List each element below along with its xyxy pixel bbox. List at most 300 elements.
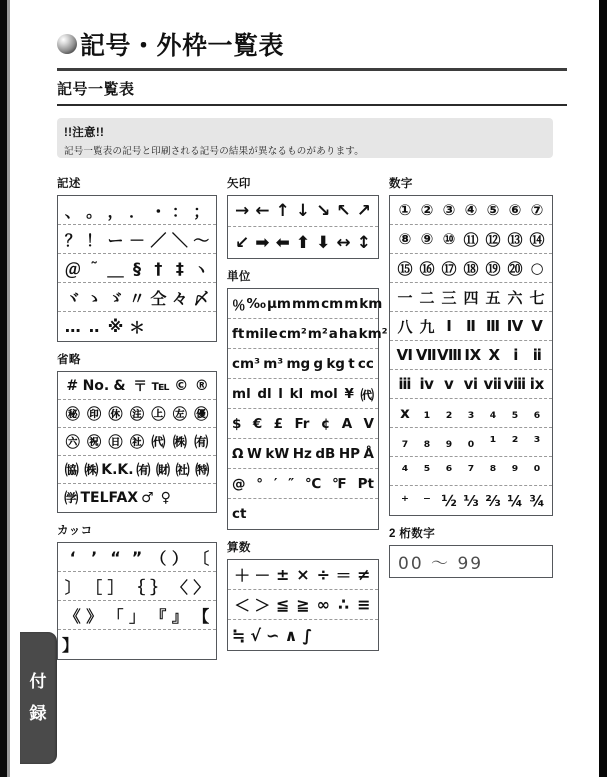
glyph-cell: ‥	[88, 317, 100, 336]
glyph-cell: ↙	[235, 232, 250, 253]
section-title: 記号一覧表	[57, 81, 135, 98]
glyph-cell: 》	[86, 606, 103, 626]
glyph-cell: ₁	[423, 404, 431, 422]
section-kijutsu	[57, 175, 217, 342]
glyph-cell: 四	[463, 288, 479, 307]
glyph-row	[58, 572, 216, 601]
glyph-cell: cm³	[232, 355, 260, 372]
glyph-cell: W	[246, 445, 262, 462]
glyph-cell: ft	[232, 325, 245, 342]
glyph-cell: ＜	[234, 596, 251, 615]
glyph-cell: Ⅲ	[485, 317, 501, 335]
document-page	[10, 0, 599, 777]
glyph-cell: ㊝	[194, 406, 209, 423]
glyph-row	[228, 289, 383, 319]
page-title-text: 記号・外枠一覧表	[80, 32, 285, 60]
glyph-cell: Å	[363, 445, 374, 462]
glyph-cell: $	[232, 415, 242, 432]
glyph-cell: mol	[309, 385, 338, 402]
glyph-cell: 』	[171, 606, 188, 626]
glyph-cell: ⑭	[529, 230, 545, 249]
glyph-cell: ⑰	[441, 259, 457, 278]
glyph-cell: 〆	[193, 288, 210, 308]
glyph-cell: cc	[357, 355, 374, 372]
glyph-cell: ↓	[295, 201, 311, 221]
glyph-cell: ‡	[175, 258, 184, 278]
glyph-cell: kg	[326, 355, 345, 372]
glyph-cell: ～	[193, 230, 210, 250]
index-tab-char-bottom: 録	[29, 704, 48, 723]
glyph-cell: ⑥	[508, 201, 522, 219]
glyph-row	[390, 312, 552, 341]
glyph-cell: V	[363, 415, 374, 432]
glyph-cell: m³	[263, 355, 284, 372]
glyph-cell: @	[232, 475, 246, 492]
glyph-cell: ヾ	[64, 288, 81, 308]
glyph-cell: dl	[257, 385, 272, 402]
glyph-cell: ₂	[445, 404, 453, 422]
glyph-cell: Ⅸ	[464, 346, 482, 364]
glyph-cell: ゞ	[107, 288, 124, 308]
glyph-cell: ∧	[284, 625, 298, 645]
glyph-cell: ⁶	[445, 462, 453, 480]
glyph-cell: ⁺	[401, 491, 409, 510]
page-header	[57, 26, 567, 71]
glyph-cell: ＝	[335, 566, 352, 585]
column-left	[57, 175, 217, 669]
glyph-table-suji	[389, 195, 553, 516]
glyph-cell: ー	[107, 230, 124, 250]
glyph-row	[228, 590, 378, 620]
glyph-cell: ㈵	[195, 462, 210, 479]
glyph-cell: ¥	[344, 385, 354, 402]
glyph-cell: ⁷	[467, 462, 475, 480]
glyph-cell: 『	[150, 606, 167, 626]
glyph-row	[58, 372, 216, 400]
glyph-cell: ㊗	[87, 434, 102, 451]
glyph-cell: 〕	[64, 577, 81, 597]
glyph-cell: m	[344, 295, 359, 312]
section-suji	[389, 175, 553, 516]
glyph-cell: ㈹	[360, 387, 374, 404]
glyph-cell: †	[154, 258, 163, 278]
glyph-cell: ‰	[246, 295, 266, 312]
section-sansu-label: 算数	[227, 542, 251, 554]
glyph-table-yajirushi	[227, 195, 379, 259]
glyph-cell: ₄	[489, 404, 497, 422]
glyph-cell: ＼	[171, 230, 188, 250]
glyph-cell: 【	[193, 606, 210, 626]
glyph-cell: TEL	[80, 490, 109, 506]
glyph-cell: 二	[419, 288, 435, 307]
glyph-row	[58, 225, 216, 254]
glyph-cell: HP	[338, 445, 361, 462]
glyph-cell: ％	[232, 297, 246, 314]
glyph-cell: ↕	[356, 232, 371, 253]
glyph-table-tani	[227, 288, 388, 530]
glyph-cell: ⅴ	[443, 375, 454, 393]
glyph-cell: ⅷ	[503, 375, 527, 393]
glyph-row	[58, 196, 216, 225]
glyph-cell: ⁸	[489, 462, 497, 480]
glyph-cell: ＞	[254, 596, 271, 615]
glyph-cell: Ⅷ	[436, 346, 463, 364]
glyph-cell: ⑮	[397, 259, 413, 278]
glyph-cell: ！	[86, 230, 103, 250]
glyph-row	[228, 349, 378, 379]
glyph-cell: cm	[321, 295, 344, 312]
glyph-cell: ㊤	[151, 406, 166, 423]
glyph-cell: ₆	[533, 404, 541, 422]
glyph-cell: ₉	[445, 433, 453, 451]
glyph-cell: ℉	[332, 475, 347, 492]
glyph-cell: 〒	[133, 378, 148, 395]
glyph-cell: ⁰	[533, 462, 541, 480]
scan-edge-left	[0, 0, 7, 777]
scan-edge-right	[599, 0, 607, 777]
glyph-cell: km²	[358, 325, 388, 342]
glyph-cell: ①	[398, 201, 412, 219]
glyph-cell: ⁴	[401, 462, 409, 480]
glyph-cell: a	[328, 325, 338, 342]
glyph-cell: ®	[194, 377, 209, 394]
glyph-cell: 九	[419, 317, 435, 336]
glyph-cell: ♀	[160, 490, 171, 506]
section-digits2-label: 2 桁数字	[389, 528, 436, 540]
glyph-cell: €	[252, 415, 263, 432]
glyph-cell: ¹	[489, 433, 497, 451]
glyph-cell: ≒	[232, 625, 246, 645]
section-tani	[227, 268, 388, 530]
glyph-cell: ⅱ	[532, 346, 542, 364]
glyph-row	[58, 484, 216, 512]
glyph-cell: 五	[485, 288, 501, 307]
glyph-cell: ㈹	[151, 434, 166, 451]
glyph-cell: ㈲	[194, 434, 209, 451]
glyph-cell: Ⅳ	[506, 317, 524, 335]
glyph-cell: ₃	[467, 404, 475, 422]
sphere-bullet-icon	[57, 34, 77, 54]
glyph-cell: ㊐	[108, 434, 123, 451]
glyph-cell: ［	[86, 577, 103, 597]
glyph-cell: ↗	[356, 201, 371, 221]
glyph-cell: £	[273, 415, 284, 432]
glyph-row	[228, 620, 378, 650]
glyph-cell: ⅵ	[463, 375, 478, 393]
glyph-cell: ③	[442, 201, 456, 219]
glyph-row	[58, 601, 216, 630]
glyph-row	[390, 254, 552, 283]
glyph-cell: ∴	[337, 595, 350, 614]
notice-body: 記号一覧表の記号と印刷される記号の結果が異なるものがあります。	[64, 146, 364, 157]
glyph-cell: l	[278, 385, 283, 402]
glyph-row	[228, 196, 378, 227]
glyph-cell: ℃	[304, 475, 322, 492]
glyph-row	[228, 499, 378, 529]
section-shoryaku-label: 省略	[57, 354, 81, 366]
glyph-cell: ≠	[357, 565, 371, 584]
glyph-cell: Ⅵ	[396, 346, 413, 364]
glyph-cell: ⅶ	[483, 375, 502, 393]
glyph-cell: ⅳ	[419, 375, 435, 393]
glyph-cell: ¼	[507, 491, 523, 510]
glyph-row	[390, 341, 552, 370]
section-tani-label: 単位	[227, 271, 251, 283]
glyph-cell: ⑱	[463, 259, 479, 278]
glyph-cell: ≡	[357, 595, 371, 614]
glyph-cell: ⑲	[485, 259, 501, 278]
glyph-cell: ½	[441, 491, 457, 510]
glyph-cell: ″	[288, 475, 295, 492]
glyph-cell: dB	[315, 445, 336, 462]
glyph-row	[390, 399, 552, 428]
glyph-cell: ゝ	[86, 288, 103, 308]
glyph-cell: ‘	[69, 547, 76, 567]
section-sansu	[227, 539, 379, 651]
glyph-cell: ｛	[128, 577, 145, 597]
glyph-cell: ¢	[320, 415, 331, 432]
glyph-cell: 】	[62, 636, 79, 655]
glyph-cell: ㊞	[87, 406, 102, 423]
glyph-cell: μm	[266, 295, 291, 312]
glyph-cell: 〉	[193, 577, 210, 597]
glyph-row	[390, 370, 552, 399]
glyph-cell: ×	[296, 565, 310, 584]
glyph-cell: ㊙	[65, 406, 80, 423]
glyph-cell: ヽ	[193, 259, 210, 279]
glyph-cell: ㊟	[129, 406, 144, 423]
glyph-cell: ha	[338, 325, 358, 342]
glyph-row	[58, 428, 216, 456]
glyph-cell: ＊	[128, 318, 145, 337]
glyph-cell: ⬇	[316, 232, 331, 253]
header-divider	[57, 68, 567, 71]
glyph-cell: g	[313, 355, 324, 372]
glyph-row	[228, 227, 378, 258]
glyph-cell: ○	[530, 259, 544, 277]
glyph-cell: ©	[174, 377, 189, 394]
glyph-row	[228, 439, 378, 469]
glyph-cell: ct	[232, 506, 247, 522]
glyph-cell: ⅓	[463, 491, 479, 510]
glyph-cell: #	[66, 377, 79, 394]
glyph-cell: ㈲	[136, 462, 151, 479]
glyph-cell: ⬆	[295, 232, 311, 253]
glyph-cell: 《	[64, 606, 81, 626]
glyph-cell: √	[250, 625, 262, 645]
notice-title: !!注意!!	[64, 127, 105, 139]
glyph-cell: 六	[507, 288, 523, 307]
glyph-cell: ；	[193, 201, 210, 221]
glyph-row	[390, 283, 552, 312]
glyph-cell: ₇	[401, 433, 409, 451]
glyph-cell: ⑨	[420, 230, 434, 248]
glyph-cell: ⬅	[275, 232, 290, 253]
glyph-row	[58, 543, 216, 572]
glyph-cell: ÷	[316, 565, 330, 584]
glyph-cell: ㊓	[129, 434, 144, 451]
glyph-row	[228, 560, 378, 590]
glyph-cell: 仝	[150, 288, 167, 308]
glyph-cell: ₀	[467, 433, 475, 451]
section-kijutsu-label: 記述	[57, 178, 81, 190]
section-yajirushi	[227, 175, 379, 259]
glyph-cell: ’	[91, 547, 98, 567]
glyph-table-sansu	[227, 559, 379, 651]
glyph-cell: ∫	[302, 625, 313, 645]
glyph-cell: kl	[289, 385, 304, 402]
glyph-cell: （	[150, 548, 167, 568]
glyph-cell: Ω	[232, 445, 244, 462]
glyph-cell: ㈳	[175, 462, 190, 479]
glyph-cell: ⅸ	[529, 375, 545, 393]
glyph-cell: ⑩	[442, 230, 456, 248]
glyph-cell: ⅰ	[513, 346, 519, 364]
glyph-cell: Fr	[294, 415, 310, 432]
glyph-cell: ∽	[266, 625, 280, 645]
glyph-cell: ］	[107, 577, 124, 597]
glyph-cell: ₈	[423, 433, 431, 451]
glyph-cell: ㈱	[172, 434, 187, 451]
glyph-cell: ）	[171, 548, 188, 568]
glyph-cell: ，	[107, 201, 124, 221]
glyph-cell: ＋	[234, 566, 251, 585]
glyph-cell: ／	[150, 230, 167, 250]
column-right	[389, 175, 553, 587]
glyph-row	[390, 457, 552, 486]
glyph-table-kakko	[57, 542, 217, 660]
glyph-row	[58, 312, 216, 341]
section-kakko	[57, 522, 217, 660]
glyph-cell: ⑤	[486, 201, 500, 219]
glyph-cell: ※	[107, 317, 124, 336]
glyph-cell: 〃	[128, 288, 145, 308]
glyph-cell: ➡	[255, 232, 270, 253]
glyph-cell: …	[64, 317, 81, 336]
glyph-cell: mg	[286, 355, 311, 372]
glyph-cell: ♂	[141, 490, 154, 506]
glyph-cell: ㈿	[64, 462, 79, 479]
glyph-cell: －	[128, 230, 145, 250]
digits2-value: 00 ～ 99	[389, 545, 553, 578]
glyph-cell: 」	[128, 606, 145, 626]
glyph-cell: 三	[441, 288, 457, 307]
glyph-cell: Ⅶ	[415, 346, 437, 364]
glyph-cell: ⁵	[423, 462, 431, 480]
glyph-cell: Ⅹ	[488, 346, 501, 364]
glyph-cell: ・	[150, 201, 167, 221]
section-header	[57, 78, 567, 106]
glyph-cell: ⅹ	[400, 404, 410, 422]
glyph-cell: ³	[533, 433, 541, 451]
glyph-cell: ml	[232, 385, 251, 402]
glyph-cell: 八	[397, 317, 413, 336]
glyph-cell: ⑯	[419, 259, 435, 278]
glyph-cell: ˜	[90, 258, 99, 278]
section-digits2	[389, 525, 553, 578]
glyph-cell: ｝	[150, 577, 167, 597]
glyph-cell: ㈻	[64, 491, 79, 507]
glyph-cell: ⑧	[398, 230, 412, 248]
glyph-cell: ．	[128, 201, 145, 221]
section-yajirushi-label: 矢印	[227, 178, 251, 190]
glyph-row	[58, 400, 216, 428]
column-middle	[227, 175, 388, 660]
glyph-cell: ④	[464, 201, 478, 219]
glyph-cell: ：	[171, 201, 188, 221]
glyph-table-kijutsu	[57, 195, 217, 342]
glyph-cell: ②	[420, 201, 434, 219]
page-title	[57, 26, 567, 62]
glyph-cell: ←	[255, 201, 270, 221]
glyph-row	[58, 630, 216, 659]
glyph-row	[58, 456, 216, 484]
glyph-cell: ㈶	[155, 462, 170, 479]
glyph-cell: km	[359, 295, 383, 312]
glyph-cell: “	[110, 547, 121, 567]
glyph-cell: No.	[82, 377, 110, 394]
glyph-cell: ²	[511, 433, 519, 451]
glyph-cell: 々	[171, 288, 188, 308]
section-shoryaku	[57, 351, 217, 513]
glyph-cell: ≧	[296, 595, 310, 614]
glyph-row	[228, 379, 378, 409]
glyph-cell: mm	[291, 295, 321, 312]
glyph-row	[390, 196, 552, 225]
glyph-cell: ⑳	[507, 259, 523, 278]
glyph-cell: ？	[64, 230, 81, 250]
glyph-cell: 〔	[193, 548, 210, 568]
glyph-row	[390, 225, 552, 254]
glyph-cell: ㊅	[65, 434, 80, 451]
glyph-cell: Ⅰ	[446, 317, 452, 335]
glyph-cell: ⅔	[485, 491, 501, 510]
glyph-cell: ”	[131, 547, 143, 567]
glyph-cell: 「	[107, 606, 124, 626]
glyph-cell: ⑪	[463, 230, 479, 249]
glyph-cell: FAX	[108, 490, 139, 506]
glyph-cell: Hz	[292, 445, 312, 462]
glyph-cell: kW	[265, 445, 290, 462]
glyph-cell: ㈱	[84, 462, 99, 479]
glyph-cell: &	[113, 377, 126, 394]
glyph-cell: →	[235, 201, 250, 221]
glyph-cell: mile	[245, 325, 278, 342]
glyph-row	[58, 254, 216, 283]
glyph-cell: cm²	[278, 325, 307, 342]
glyph-cell: Pt	[357, 475, 374, 492]
glyph-row	[58, 283, 216, 312]
glyph-row	[228, 469, 378, 499]
glyph-cell: ′	[273, 475, 278, 492]
glyph-cell: ±	[276, 565, 290, 584]
glyph-cell: ≦	[276, 595, 290, 614]
glyph-cell: A	[341, 415, 353, 432]
glyph-table-shoryaku	[57, 371, 217, 513]
glyph-cell: ↘	[316, 201, 331, 221]
glyph-cell: °	[256, 475, 264, 492]
glyph-cell: 〈	[171, 577, 188, 597]
glyph-cell: 。	[86, 201, 103, 221]
glyph-cell: ¾	[529, 491, 545, 510]
glyph-row	[228, 319, 388, 349]
index-tab-appendix[interactable]	[20, 632, 57, 764]
glyph-cell: ℡	[151, 377, 170, 394]
glyph-cell: ↖	[336, 201, 351, 221]
index-tab-char-top: 付	[29, 671, 48, 691]
glyph-row	[390, 486, 552, 515]
section-kakko-label: カッコ	[57, 525, 93, 537]
